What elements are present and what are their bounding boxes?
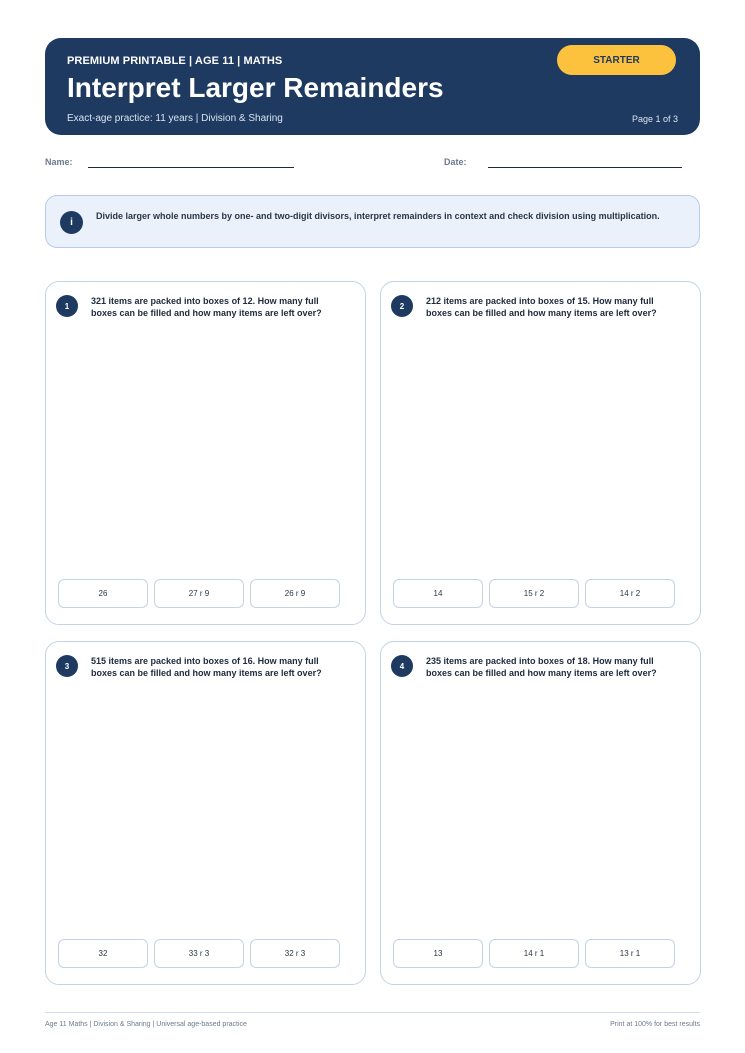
question-card-1 <box>45 281 366 625</box>
answer-options <box>393 939 675 968</box>
answer-option[interactable]: 13 <box>393 939 483 968</box>
instructions-text: Divide larger whole numbers by one- and two-digit divisors, interpret remainders in context and check division using multiplication. <box>96 211 660 221</box>
instructions-box <box>45 195 700 248</box>
question-text: 235 items are packed into boxes of 18. How many full boxes can be filled and how many items are left over? <box>426 656 657 678</box>
page-title: Interpret Larger Remainders <box>67 72 444 103</box>
header-kicker: PREMIUM PRINTABLE | AGE 11 | MATHS <box>67 55 283 67</box>
date-label: Date: <box>444 157 467 167</box>
date-line[interactable] <box>488 167 682 168</box>
answer-option[interactable]: 33 r 3 <box>154 939 244 968</box>
answer-option[interactable]: 32 <box>58 939 148 968</box>
answer-options <box>58 939 340 968</box>
header-subtitle: Exact-age practice: 11 years | Division & Sharing <box>67 113 283 124</box>
name-label: Name: <box>45 157 73 167</box>
level-badge: STARTER <box>557 45 676 75</box>
footer-divider <box>45 1012 700 1013</box>
footer-right: Print at 100% for best results <box>610 1021 700 1028</box>
answer-option[interactable]: 27 r 9 <box>154 579 244 608</box>
question-number: 3 <box>56 655 78 677</box>
page-indicator: Page 1 of 3 <box>631 114 678 124</box>
question-number: 1 <box>56 295 78 317</box>
answer-option[interactable]: 26 r 9 <box>250 579 340 608</box>
answer-option[interactable]: 13 r 1 <box>585 939 675 968</box>
question-card-3 <box>45 641 366 985</box>
footer-left: Age 11 Maths | Division & Sharing | Universal age-based practice <box>45 1021 247 1028</box>
name-line[interactable] <box>88 167 294 168</box>
question-number: 4 <box>391 655 413 677</box>
question-number: 2 <box>391 295 413 317</box>
answer-option[interactable]: 15 r 2 <box>489 579 579 608</box>
answer-options <box>58 579 340 608</box>
answer-option[interactable]: 14 r 2 <box>585 579 675 608</box>
question-text: 515 items are packed into boxes of 16. How many full boxes can be filled and how many items are left over? <box>91 656 322 678</box>
answer-option[interactable]: 14 <box>393 579 483 608</box>
info-icon: i <box>60 211 83 234</box>
question-card-4 <box>380 641 701 985</box>
answer-options <box>393 579 675 608</box>
question-text: 212 items are packed into boxes of 15. How many full boxes can be filled and how many items are left over? <box>426 296 657 318</box>
answer-option[interactable]: 26 <box>58 579 148 608</box>
question-text: 321 items are packed into boxes of 12. How many full boxes can be filled and how many items are left over? <box>91 296 322 318</box>
answer-option[interactable]: 14 r 1 <box>489 939 579 968</box>
question-card-2 <box>380 281 701 625</box>
worksheet-header <box>45 38 700 135</box>
answer-option[interactable]: 32 r 3 <box>250 939 340 968</box>
